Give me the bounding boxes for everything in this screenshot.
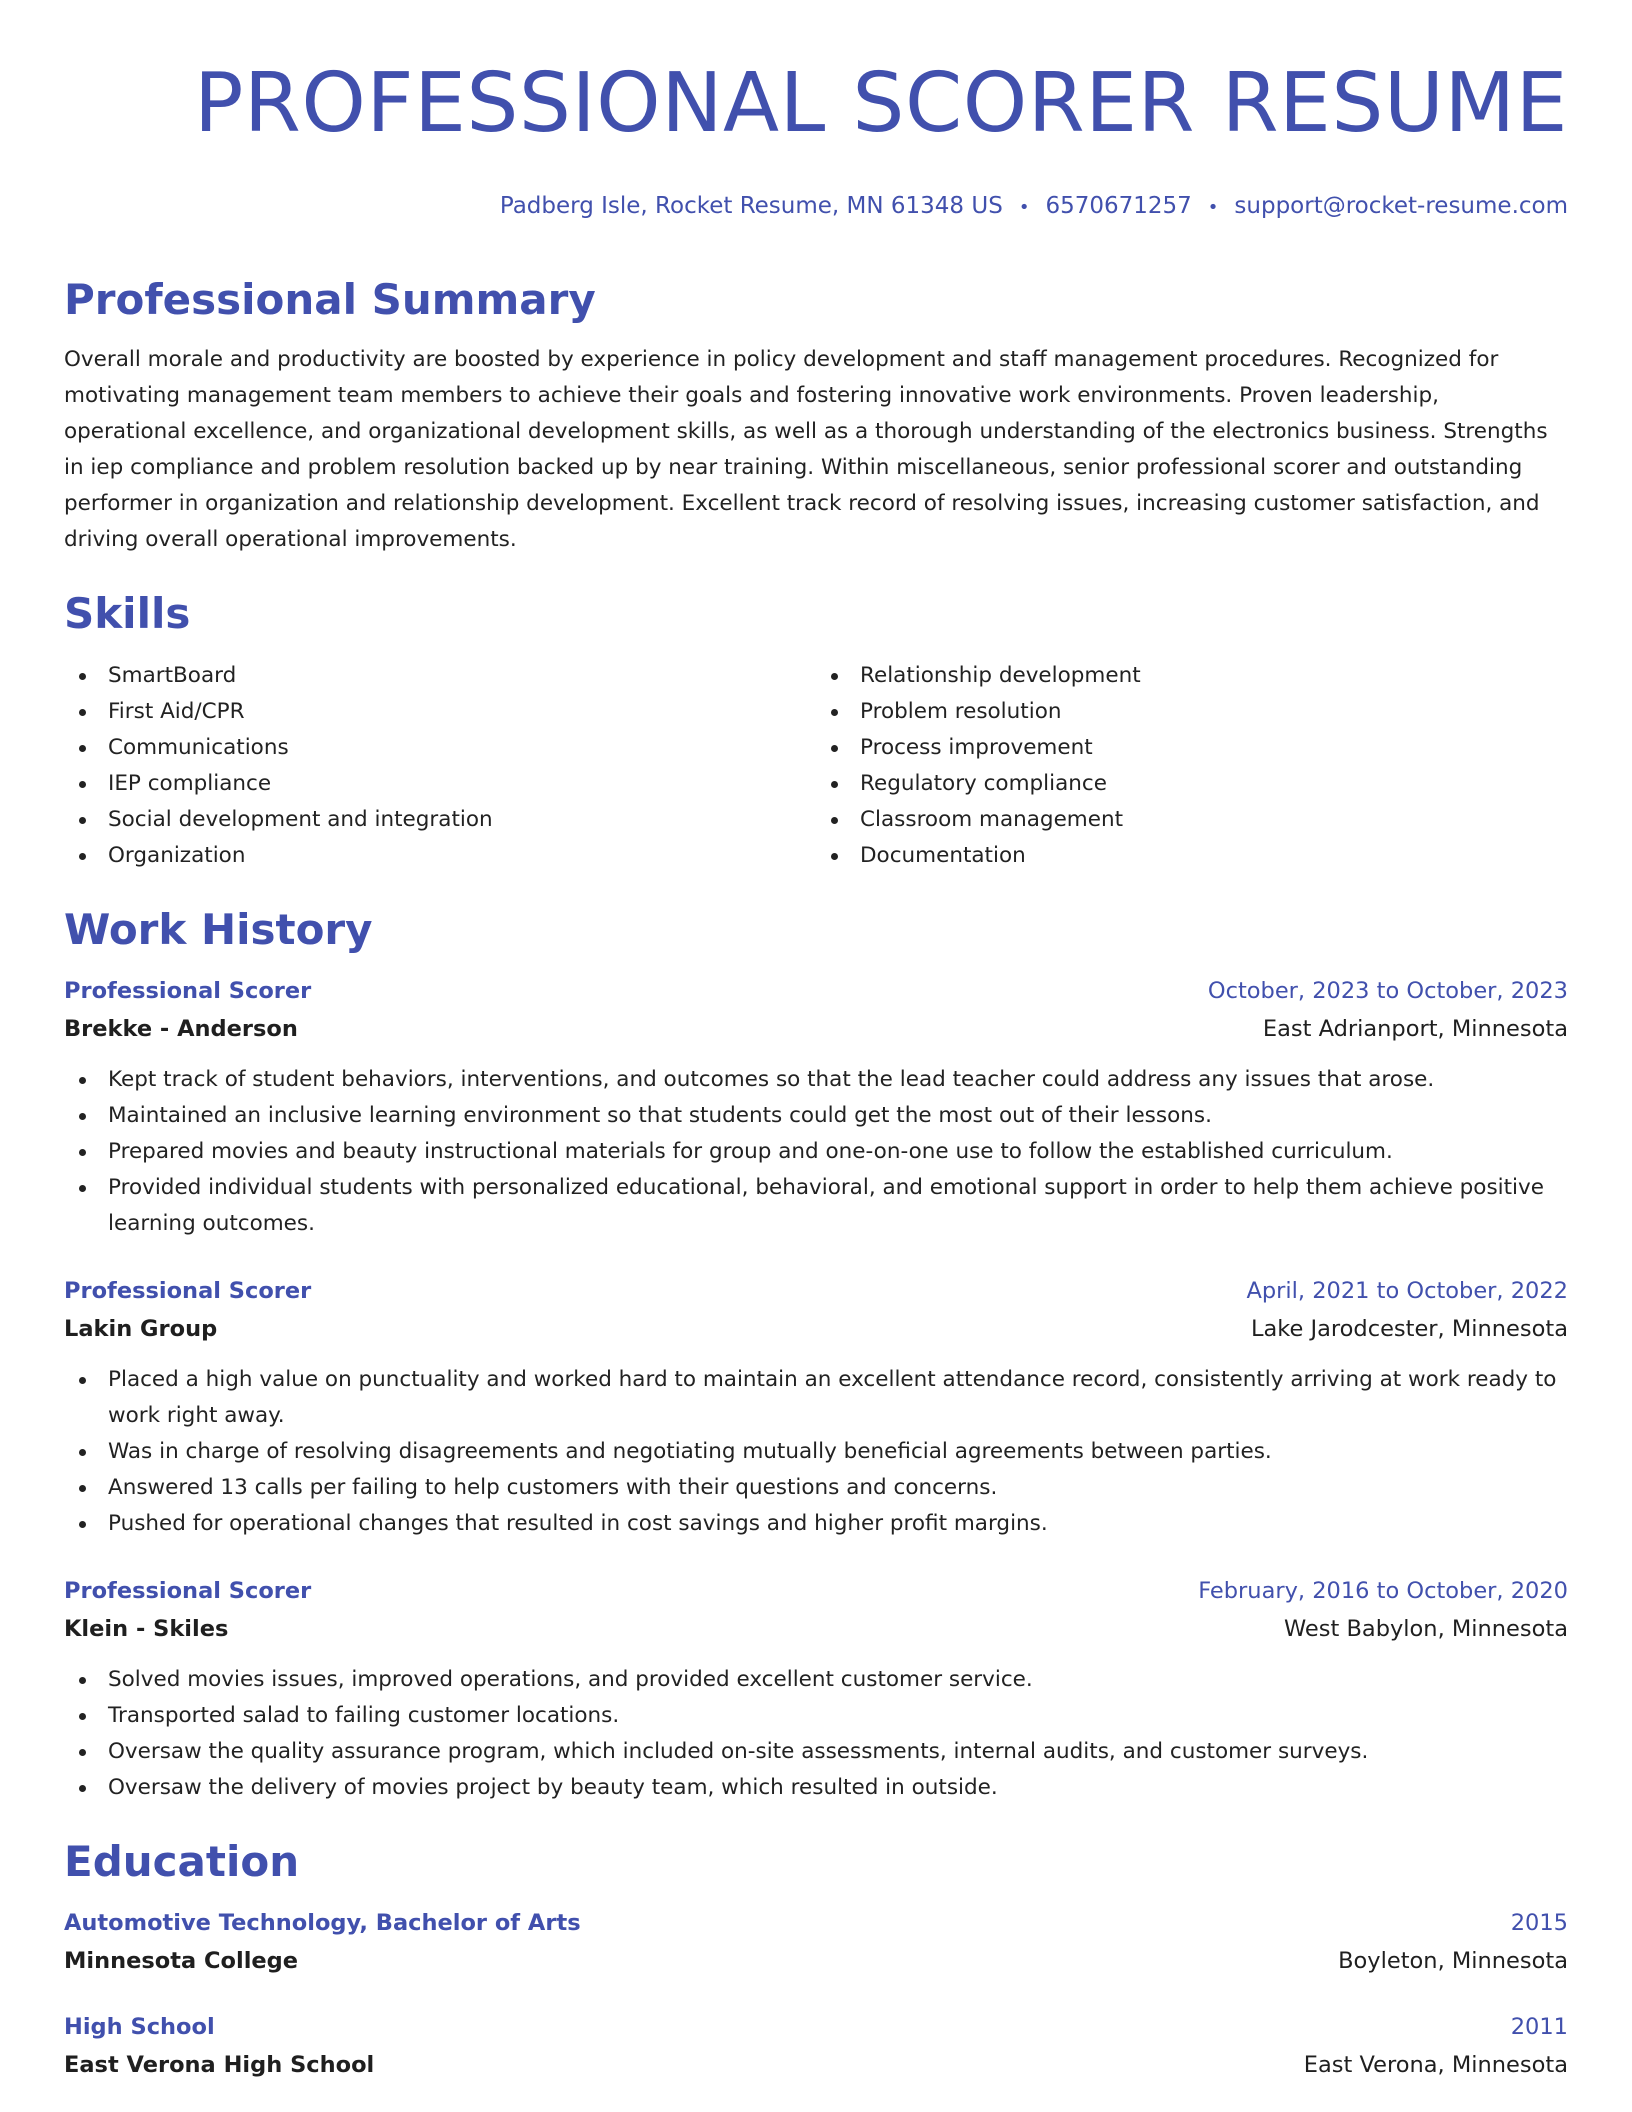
job-header-row	[64, 1572, 1568, 1610]
job-bullet: Prepared movies and beauty instructional materials for group and one-on-one use to follow the established curriculum.	[64, 1134, 1568, 1170]
education-entry	[64, 2008, 1568, 2084]
skill-item: Relationship development	[816, 658, 1568, 694]
job-header-row	[64, 1272, 1568, 1310]
skill-item: Regulatory compliance	[816, 766, 1568, 802]
education-header-row	[64, 2008, 1568, 2046]
job-company: Brekke - Anderson	[64, 1016, 298, 1042]
skill-item: Communications	[64, 730, 816, 766]
education-year: 2015	[1510, 1910, 1568, 1936]
skills-list	[64, 658, 1568, 874]
contact-separator: •	[1018, 197, 1030, 218]
education-year: 2011	[1510, 2014, 1568, 2040]
job-company-row	[64, 1310, 1568, 1348]
job-bullet: Kept track of student behaviors, interventions, and outcomes so that the lead teacher could address any issues that arose.	[64, 1062, 1568, 1098]
skills-column-right	[816, 658, 1568, 874]
section-title-skills: Skills	[64, 589, 191, 638]
resume-name: PROFESSIONAL SCORER RESUME	[193, 56, 1568, 151]
skill-item: Problem resolution	[816, 694, 1568, 730]
job-location: West Babylon, Minnesota	[1284, 1616, 1568, 1642]
education-school: East Verona High School	[64, 2052, 375, 2078]
job-bullets	[64, 1662, 1568, 1806]
section-title-education: Education	[64, 1837, 300, 1886]
skill-item: SmartBoard	[64, 658, 816, 694]
skill-item: Documentation	[816, 838, 1568, 874]
job-entry	[64, 1572, 1568, 1806]
contact-email: support@rocket-resume.com	[1234, 193, 1568, 219]
job-bullet: Pushed for operational changes that resulted in cost savings and higher profit margins.	[64, 1506, 1568, 1542]
section-title-work-history: Work History	[64, 905, 373, 954]
job-bullet: Solved movies issues, improved operations, and provided excellent customer service.	[64, 1662, 1568, 1698]
job-title: Professional Scorer	[64, 978, 312, 1004]
job-entry	[64, 972, 1568, 1242]
job-bullet: Maintained an inclusive learning environment so that students could get the most out of their lessons.	[64, 1098, 1568, 1134]
skills-column-left	[64, 658, 816, 874]
education-location: Boyleton, Minnesota	[1338, 1948, 1568, 1974]
education-header-row	[64, 1904, 1568, 1942]
contact-address: Padberg Isle, Rocket Resume, MN 61348 US	[499, 193, 1003, 219]
skill-item: Social development and integration	[64, 802, 816, 838]
education-location: East Verona, Minnesota	[1303, 2052, 1568, 2078]
job-title: Professional Scorer	[64, 1578, 312, 1604]
job-bullet: Provided individual students with personalized educational, behavioral, and emotional support in order to help them achieve positive learning outcomes.	[64, 1170, 1568, 1242]
job-bullets	[64, 1362, 1568, 1542]
education-school-row	[64, 1942, 1568, 1980]
job-title: Professional Scorer	[64, 1278, 312, 1304]
job-bullets	[64, 1062, 1568, 1242]
job-dates: April, 2021 to October, 2022	[1246, 1278, 1568, 1304]
job-location: East Adrianport, Minnesota	[1262, 1016, 1568, 1042]
education-school: Minnesota College	[64, 1948, 299, 1974]
section-title-summary: Professional Summary	[64, 275, 596, 324]
job-location: Lake Jarodcester, Minnesota	[1250, 1316, 1568, 1342]
skill-item: Organization	[64, 838, 816, 874]
job-bullet: Oversaw the delivery of movies project by beauty team, which resulted in outside.	[64, 1770, 1568, 1806]
skill-item: First Aid/CPR	[64, 694, 816, 730]
job-bullet: Answered 13 calls per failing to help customers with their questions and concerns.	[64, 1470, 1568, 1506]
skill-item: Classroom management	[816, 802, 1568, 838]
resume-header	[64, 0, 1568, 224]
job-bullet: Oversaw the quality assurance program, which included on-site assessments, internal audits, and customer surveys.	[64, 1734, 1568, 1770]
skill-item: Process improvement	[816, 730, 1568, 766]
education-school-row	[64, 2046, 1568, 2084]
skill-item: IEP compliance	[64, 766, 816, 802]
job-company: Klein - Skiles	[64, 1616, 229, 1642]
job-bullet: Was in charge of resolving disagreements and negotiating mutually beneficial agreements between parties.	[64, 1434, 1568, 1470]
job-company-row	[64, 1010, 1568, 1048]
job-company: Lakin Group	[64, 1316, 218, 1342]
job-dates: February, 2016 to October, 2020	[1198, 1578, 1568, 1604]
job-header-row	[64, 972, 1568, 1010]
education-degree: Automotive Technology, Bachelor of Arts	[64, 1910, 581, 1936]
job-dates: October, 2023 to October, 2023	[1207, 978, 1568, 1004]
job-company-row	[64, 1610, 1568, 1648]
contact-separator: •	[1207, 197, 1219, 218]
job-bullet: Transported salad to failing customer locations.	[64, 1698, 1568, 1734]
education-entry	[64, 1904, 1568, 1980]
job-entry	[64, 1272, 1568, 1542]
summary-text: Overall morale and productivity are boosted by experience in policy development and staff management procedures. Recognized for motivating management team members to achieve their goals and fostering innovative work environments. Proven leadership, operational excellence, and organizational development skills, as well as a thorough understanding of the electronics business. Strengths in iep compliance and problem resolution backed up by near training. Within miscellaneous, senior professional scorer and outstanding performer in organization and relationship development. Excellent track record of resolving issues, increasing customer satisfaction, and driving overall operational improvements.	[64, 347, 1548, 552]
job-bullet: Placed a high value on punctuality and worked hard to maintain an excellent attendance record, consistently arriving at work ready to work right away.	[64, 1362, 1568, 1434]
contact-phone: 6570671257	[1045, 193, 1192, 219]
education-degree: High School	[64, 2014, 215, 2040]
contact-line	[64, 190, 1568, 224]
